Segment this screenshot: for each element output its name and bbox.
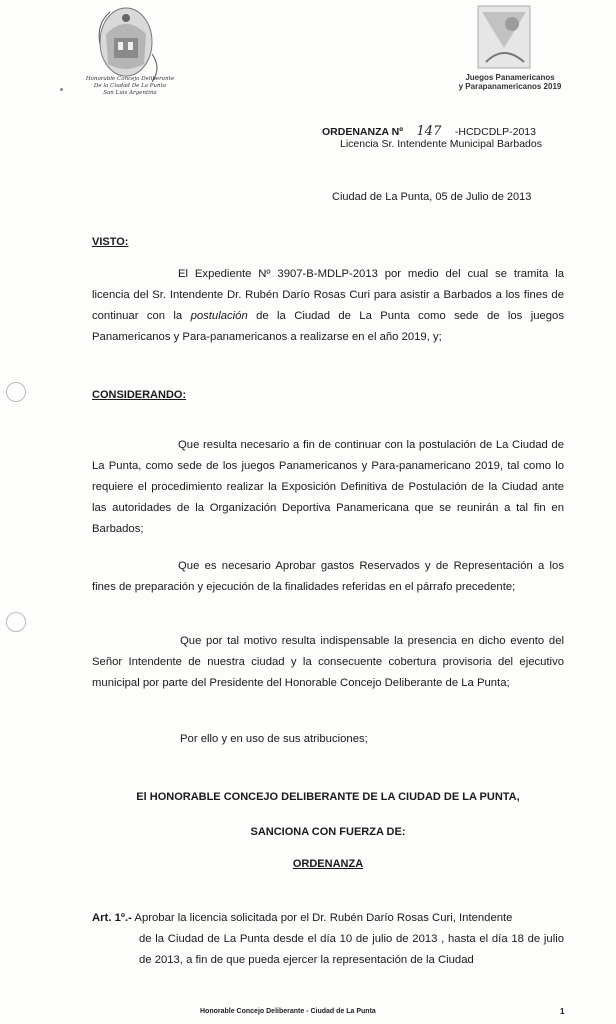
visto-heading: VISTO: — [92, 236, 129, 248]
considerando-paragraph — [92, 556, 564, 598]
games-logo-caption — [430, 73, 590, 91]
considerando-text: Que por tal motivo resulta indispensable la presencia en dicho evento del Señor Intendente de nuestra ciudad y la consecuente cobertura provisoria del ejecutivo municipal por parte del Presidente del Honorable Concejo Deliberante de La Punta; — [92, 635, 564, 689]
scan-speck — [60, 88, 63, 91]
considerando-heading: CONSIDERANDO: — [92, 389, 187, 401]
council-seal-caption — [82, 76, 178, 97]
date-line: Ciudad de La Punta, 05 de Julio de 2013 — [332, 191, 532, 203]
punch-hole — [6, 382, 26, 402]
ordinance-code: -HCDCDLP-2013 — [454, 126, 536, 138]
article-1-label: Art. 1º.- — [92, 912, 132, 924]
considerando-paragraph — [92, 729, 564, 750]
ordinance-number-line — [322, 124, 536, 139]
enactment-line-1: El HONORABLE CONCEJO DELIBERANTE DE LA CIUDAD DE LA PUNTA, — [136, 791, 520, 803]
seal-caption-line: Honorable Concejo Deliberante — [85, 76, 175, 82]
enactment-title: ORDENANZA — [292, 858, 364, 870]
ordinance-label: ORDENANZA Nº — [322, 126, 404, 138]
seal-caption-line: San Luis Argentina — [103, 90, 157, 96]
games-caption-line: Juegos Panamericanos — [465, 73, 555, 82]
visto-text-lead: El Expediente Nº 3907-B-MDLP-2013 por medio del cual se tramita la licencia del Sr. Intendente Dr. Rubén Darío Rosas Curi para asistir a Barbados a los fines de continuar con la — [92, 268, 564, 322]
punch-hole — [6, 612, 26, 632]
considerando-text: Que resulta necesario a fin de continuar con la postulación de La Ciudad de La Punta, como sede de los juegos Panamericanos y Para-panamericano 2019, tal como lo requiere el procedimiento realizar la Exposición Definitiva de Postulación de la Ciudad ante las autoridades de la Organización Deportiva Panamericana que se reunirán a tal fin en Barbados; — [92, 439, 564, 535]
ordinance-subject: Licencia Sr. Intendente Municipal Barbados — [340, 138, 542, 150]
considerando-text: Que es necesario Aprobar gastos Reservados y de Representación a los fines de preparación y ejecución de la finalidades referidas en el párrafo precedente; — [92, 560, 564, 593]
considerando-paragraph — [92, 435, 564, 540]
seal-caption-line: De la Ciudad De La Punta — [93, 83, 167, 89]
page-number: 1 — [560, 1007, 565, 1016]
article-1-continuation: de la Ciudad de La Punta desde el día 10 de julio de 2013 , hasta el día 18 de julio de 2013, a fin de que pueda ejercer la representación de la Ciudad — [139, 933, 564, 966]
article-1 — [92, 908, 564, 971]
ordinance-number-handwritten: 147 — [416, 124, 442, 139]
panamerican-games-logo — [476, 4, 532, 74]
visto-paragraph — [92, 264, 564, 348]
considerando-text: Por ello y en uso de sus atribuciones; — [180, 733, 368, 745]
article-1-text: Aprobar la licencia solicitada por el Dr. Rubén Darío Rosas Curi, Intendente — [134, 912, 513, 924]
footer-text: Honorable Concejo Deliberante - Ciudad de La Punta — [200, 1008, 376, 1015]
visto-text-italic: postulación — [190, 310, 248, 322]
games-caption-line: y Parapanamericanos 2019 — [458, 82, 562, 91]
article-1-first-line — [92, 908, 564, 929]
visto-text-tail: de la Ciudad de La Punta como sede de los juegos Panamericanos y Para-panamericanos a realizarse en el año 2019, y; — [92, 310, 564, 343]
considerando-paragraph — [92, 631, 564, 694]
enactment-line-2: SANCIONA CON FUERZA DE: — [250, 826, 406, 838]
